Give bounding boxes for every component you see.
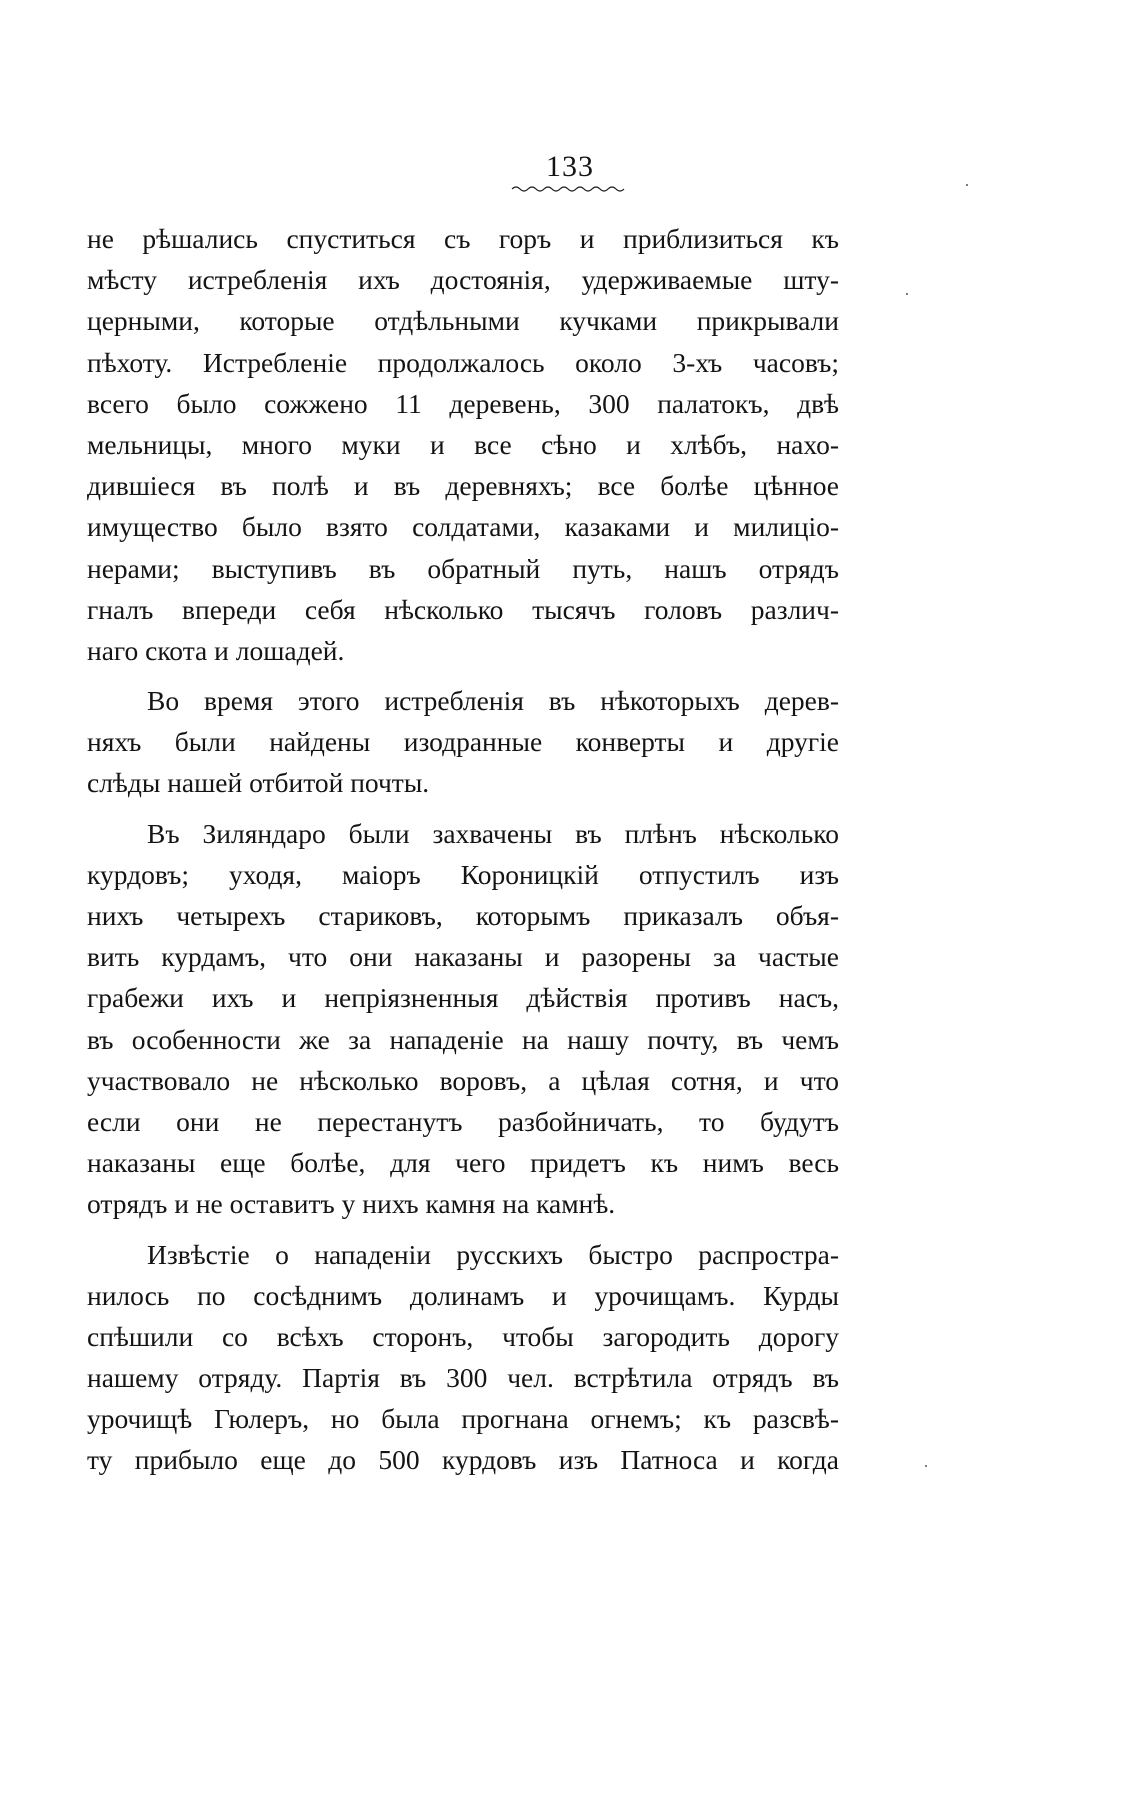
text-line: мельницы, много муки и все сѣно и хлѣбъ, нахо- — [87, 428, 839, 460]
print-speck — [966, 184, 968, 186]
text-line: Извѣстіе о нападеніи русскихъ быстро распростра- — [147, 1238, 839, 1270]
page-number: 133 — [546, 150, 594, 183]
text-line: участвовало не нѣсколько воровъ, а цѣлая сотня, и что — [87, 1064, 839, 1096]
paragraph — [87, 218, 839, 671]
text-line: отрядъ и не оставитъ у нихъ камня на камнѣ. — [87, 1188, 616, 1220]
text-line: слѣды нашей отбитой почты. — [87, 767, 430, 799]
text-line: въ особенности же за нападеніе на нашу почту, въ чемъ — [87, 1023, 839, 1055]
text-line: грабежи ихъ и непріязненныя дѣйствія противъ насъ, — [87, 982, 839, 1014]
text-line: няхъ были найдены изодранные конверты и другіе — [87, 726, 839, 758]
paragraph-gap — [87, 671, 839, 680]
text-line: наго скота и лошадей. — [87, 634, 345, 666]
print-speck — [925, 1465, 927, 1467]
text-line: спѣшили со всѣхъ сторонъ, чтобы загородить дорогу — [87, 1320, 839, 1352]
print-speck — [906, 293, 908, 295]
paragraph-gap — [87, 804, 839, 813]
text-line: пѣхоту. Истребленіе продолжалось около 3-хъ часовъ; — [87, 346, 839, 378]
text-line: ту прибыло еще до 500 курдовъ изъ Патноса и когда — [87, 1444, 839, 1476]
body-text — [87, 218, 839, 1481]
text-line: нерами; выступивъ въ обратный путь, нашъ отрядъ — [87, 552, 839, 584]
text-line: Въ Зиляндаро были захвачены въ плѣнъ нѣсколько — [147, 817, 839, 849]
paragraph — [87, 1234, 839, 1481]
text-line: имущество было взято солдатами, казаками и милиціо- — [87, 511, 839, 543]
text-line: вить курдамъ, что они наказаны и разорены за частые — [87, 941, 839, 973]
paragraph-gap — [87, 1225, 839, 1234]
paragraph — [87, 680, 839, 804]
text-line: нилось по сосѣднимъ долинамъ и урочищамъ. Курды — [87, 1279, 839, 1311]
wavy-rule-ornament — [510, 184, 630, 194]
text-line: церными, которые отдѣльными кучками прикрывали — [87, 305, 839, 337]
text-line: дившіеся въ полѣ и въ деревняхъ; все болѣе цѣнное — [87, 470, 839, 502]
text-line: мѣсту истребленія ихъ достоянія, удерживаемые шту- — [87, 264, 839, 296]
text-line: если они не перестанутъ разбойничать, то будутъ — [87, 1105, 839, 1137]
page-header — [0, 150, 1140, 194]
text-line: Во время этого истребленія въ нѣкоторыхъ дерев- — [147, 685, 839, 717]
text-line: нашему отряду. Партія въ 300 чел. встрѣтила отрядъ въ — [87, 1362, 839, 1394]
text-line: курдовъ; уходя, маіоръ Короницкій отпустилъ изъ — [87, 858, 839, 890]
text-line: наказаны еще болѣе, для чего придетъ къ нимъ весь — [87, 1147, 839, 1179]
text-line: нихъ четырехъ стариковъ, которымъ приказалъ объя- — [87, 900, 839, 931]
text-line: не рѣшались спуститься съ горъ и приблизиться къ — [87, 223, 839, 254]
text-line: гналъ впереди себя нѣсколько тысячъ головъ различ- — [87, 593, 839, 625]
text-line: урочищѣ Гюлеръ, но была прогнана огнемъ; къ разсвѣ- — [87, 1403, 839, 1435]
paragraph — [87, 813, 839, 1225]
text-line: всего было сожжено 11 деревень, 300 палатокъ, двѣ — [87, 387, 839, 419]
